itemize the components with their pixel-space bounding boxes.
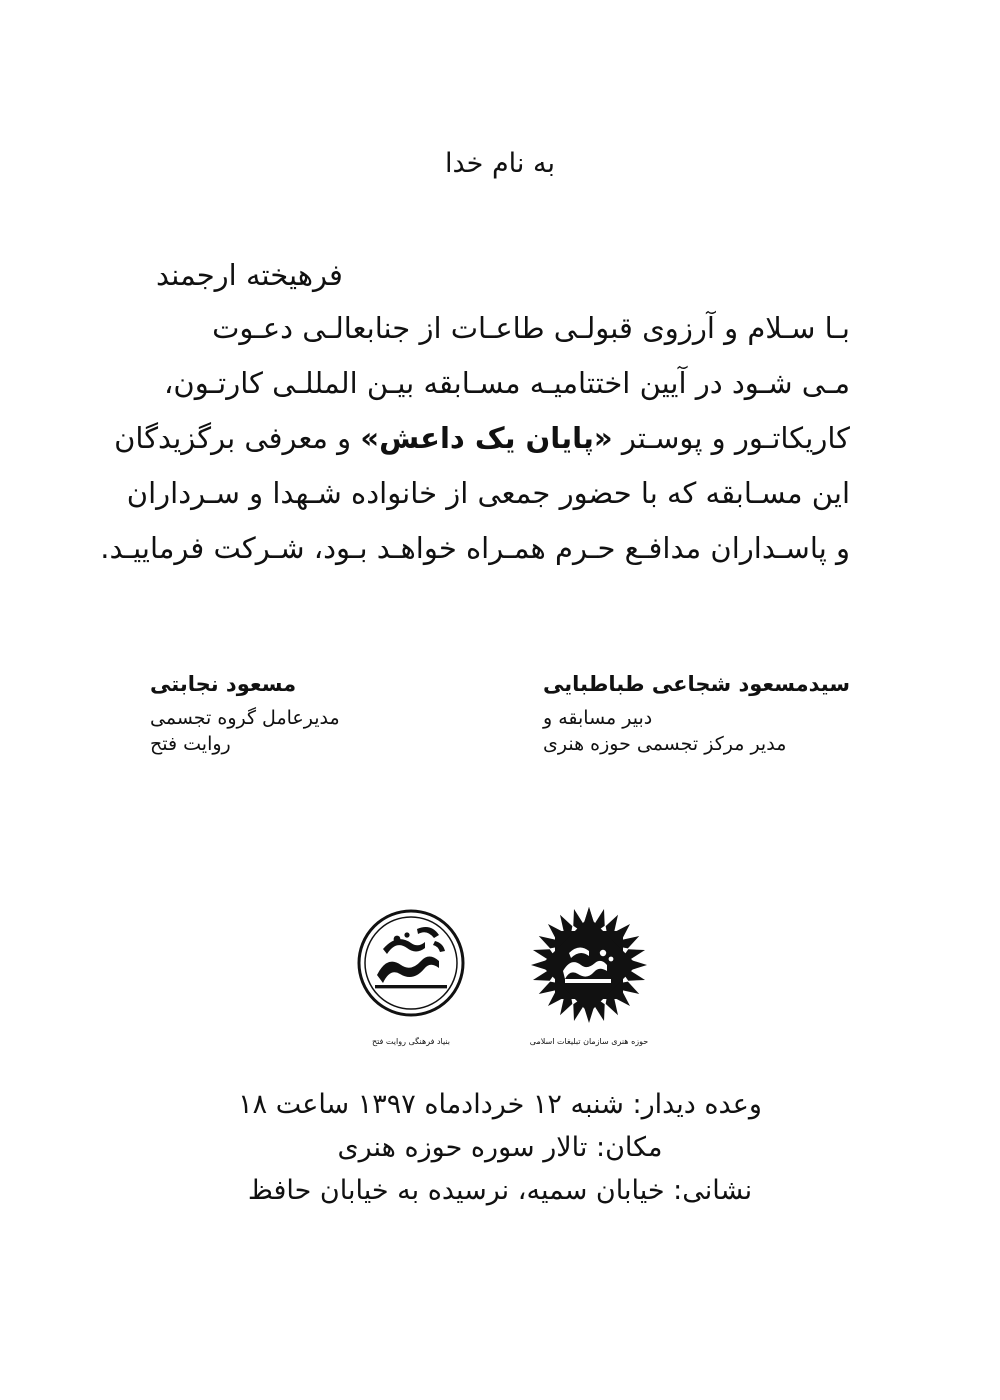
ravayat-fath-logo — [341, 905, 481, 1050]
letter-body — [100, 258, 850, 589]
body-line-5 — [100, 531, 850, 565]
signature-block-nejabati — [150, 672, 340, 757]
body-line-5-text: و پاسـداران مدافـع حـرم همـراه خواهـد بـود، شـرکت فرماییـد. — [100, 531, 850, 565]
signature-role-shojaei-line-1: دبیر مسابقه و — [542, 707, 653, 729]
body-line-4-text: این مسـابقه که با حضور جمعی از خانواده شـهدا و سـرداران — [126, 476, 850, 510]
signature-name-shojaei: سیدمسعود شجاعی طباطبایی — [542, 672, 850, 696]
body-line-3-suffix: و معرفی برگزیدگان — [114, 421, 352, 455]
howzeh-honari-logo — [519, 905, 659, 1050]
signature-role-shojaei-line-2: مدیر مرکز تجسمی حوزه هنری — [542, 732, 787, 755]
signature-name-nejabati: مسعود نجابتی — [150, 672, 297, 696]
body-line-1-text: بـا سـلام و آرزوی قبولـی طاعـات از جنابعالـی دعـوت — [212, 311, 850, 345]
signature-role-nejabati-line-1: مدیرعامل گروه تجسمی — [150, 707, 340, 729]
ravayat-fath-caption: بنیاد فرهنگی روایت فتح — [371, 1037, 451, 1046]
venue-line: مکان: تالار سوره حوزه هنری — [337, 1132, 663, 1164]
appointment-line: وعده دیدار: شنبه ۱۲ خردادماه ۱۳۹۷ ساعت ۱۸ — [238, 1089, 762, 1120]
footer-info — [0, 1085, 1000, 1214]
address-line: نشانی: خیابان سمیه، نرسیده به خیابان حافظ — [247, 1175, 753, 1207]
competition-title: «پایان یک داعش» — [360, 421, 613, 455]
signature-role-nejabati-line-2: روایت فتح — [150, 732, 231, 755]
body-line-4 — [126, 476, 850, 510]
body-line-2-text: مـی شـود در آیین اختتامیـه مسـابقه بیـن المللـی کارتـون، — [164, 366, 850, 400]
salutation-text: فرهیخته ارجمند — [156, 258, 343, 292]
body-line-3-prefix: کاریکاتـور و پوسـتر — [621, 421, 850, 455]
signature-row — [150, 672, 850, 757]
signature-block-shojaei — [543, 672, 850, 757]
body-line-3 — [114, 421, 850, 455]
body-line-1 — [150, 311, 850, 345]
body-line-2 — [150, 366, 850, 400]
logo-row — [0, 905, 1000, 1050]
howzeh-honari-caption: حوزه هنری سازمان تبلیغات اسلامی — [529, 1037, 649, 1046]
bismillah-line: به نام خدا — [445, 148, 555, 179]
